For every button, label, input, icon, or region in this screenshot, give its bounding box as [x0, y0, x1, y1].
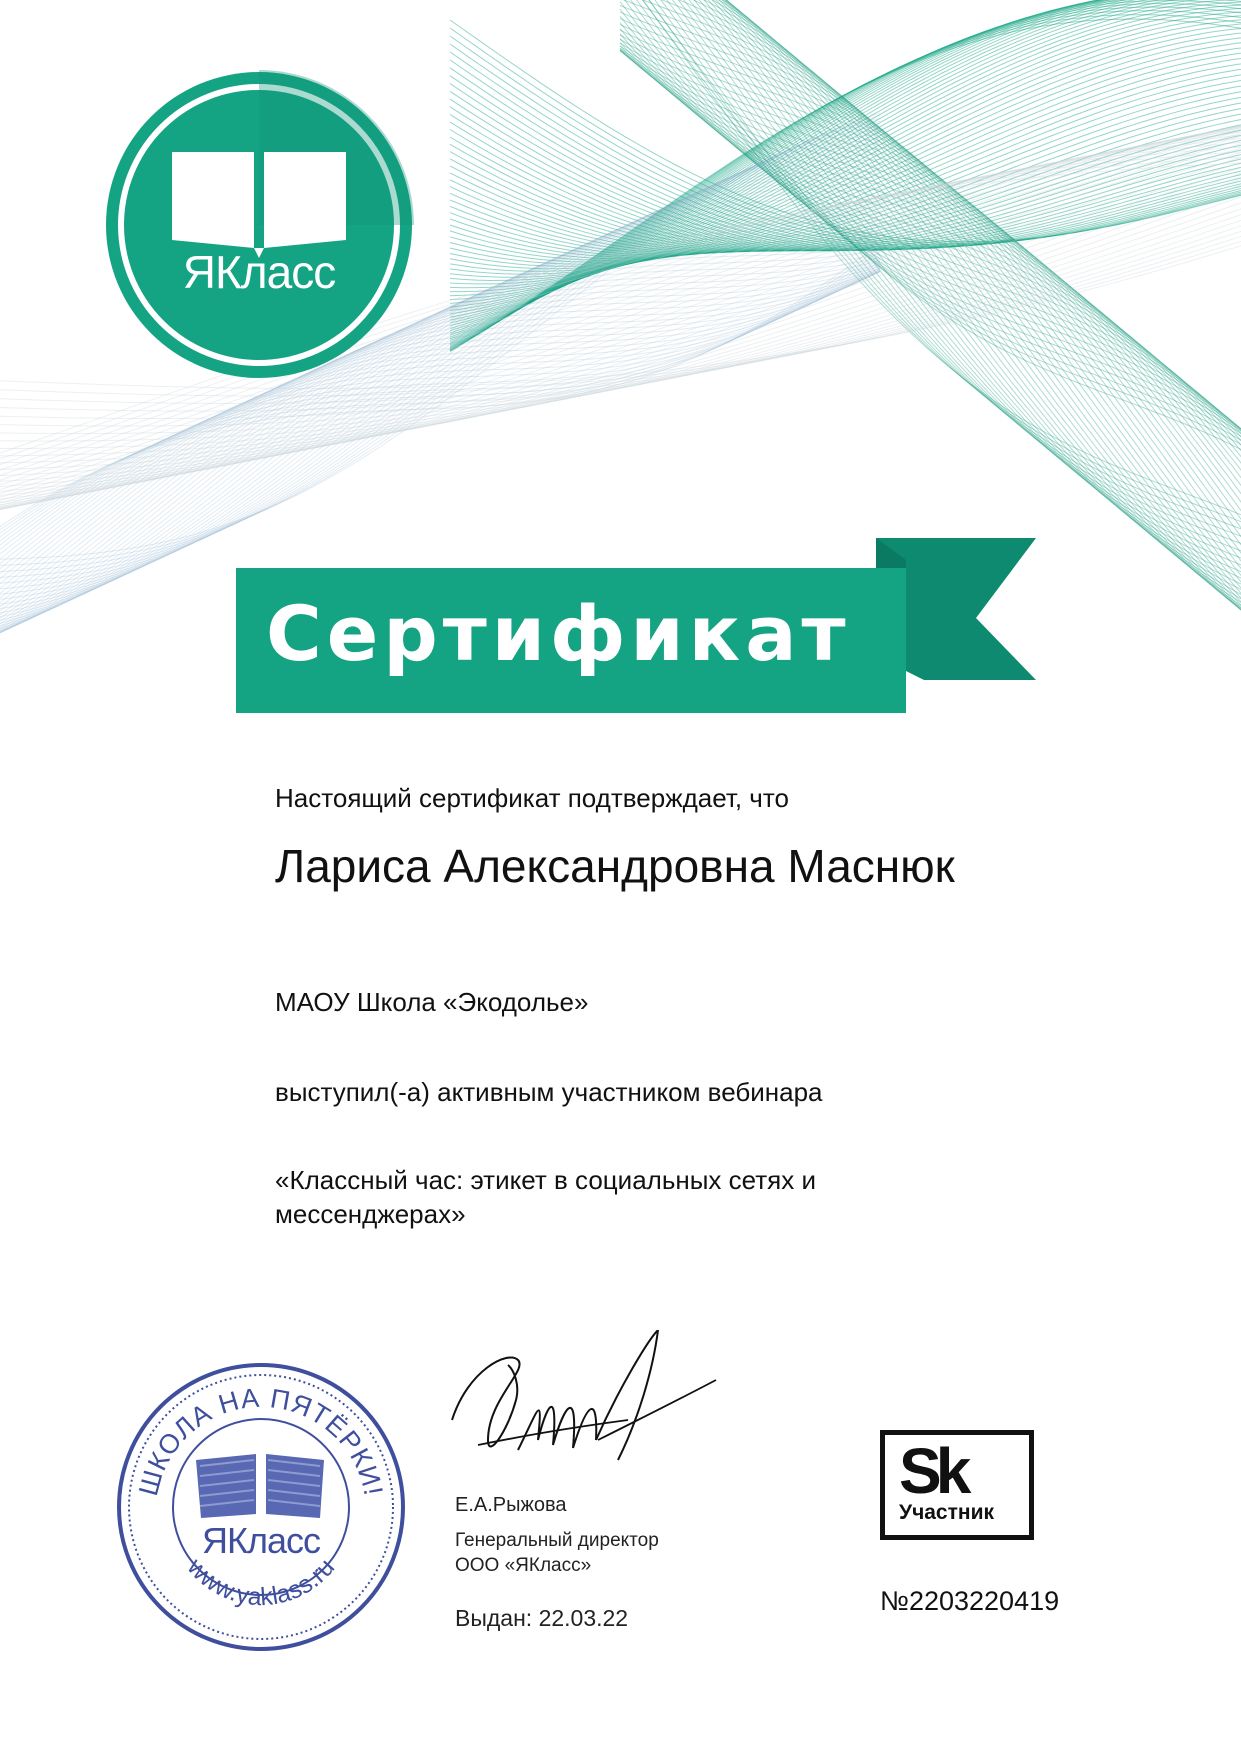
recipient-name: Лариса Александровна Маснюк: [275, 840, 955, 892]
school-name: МАОУ Школа «Экодолье»: [275, 987, 589, 1017]
logo-text: ЯКласс: [182, 246, 336, 298]
sk-participant-label: Участник: [899, 1501, 995, 1524]
certificate-title: Сертификат: [266, 589, 851, 678]
signer-organization: ООО «ЯКласс»: [455, 1555, 592, 1576]
signer-name: Е.А.Рыжова: [455, 1494, 567, 1516]
yaklass-logo: [104, 70, 414, 380]
certificate-number: №2203220419: [880, 1586, 1060, 1616]
participation-text: выступил(-а) активным участником вебинара: [275, 1077, 823, 1107]
stamp-top-text: ШКОЛА НА ПЯТЁРКИ!: [133, 1382, 389, 1499]
skolkovo-participant-logo: [880, 1430, 1034, 1540]
sk-mark: Sk: [899, 1435, 966, 1507]
issue-date: Выдан: 22.03.22: [455, 1605, 629, 1631]
intro-text: Настоящий сертификат подтверждает, что: [275, 783, 789, 813]
svg-text:ШКОЛА НА ПЯТЁРКИ!: [133, 1383, 389, 1499]
stamp-brand: ЯКласс: [202, 1520, 320, 1561]
webinar-topic-line2: мессенджерах»: [275, 1199, 466, 1229]
webinar-topic-line1: «Классный час: этикет в социальных сетях и: [275, 1165, 816, 1195]
stamp-bottom-text: www.yaklass.ru: [181, 1553, 341, 1612]
stamp-book-icon: [196, 1454, 324, 1518]
webinar-topic: [275, 1163, 995, 1231]
school-stamp: [116, 1362, 406, 1652]
signer-role: Генеральный директор: [455, 1530, 659, 1551]
signature: [448, 1330, 718, 1480]
